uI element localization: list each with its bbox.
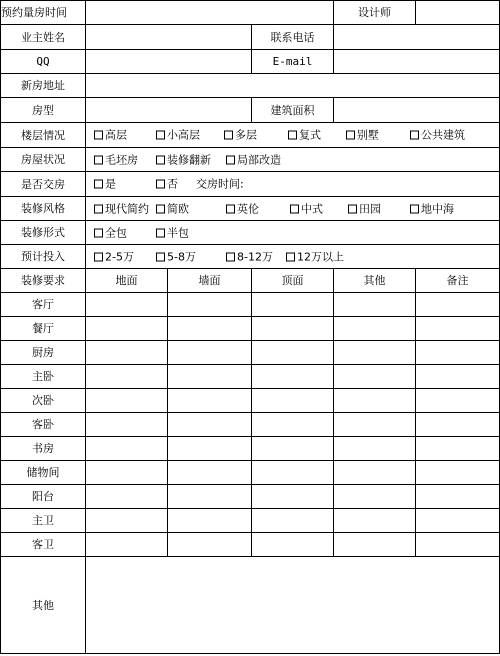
table-cell[interactable] bbox=[168, 317, 252, 341]
table-cell[interactable] bbox=[86, 389, 168, 413]
option-partial-remodel[interactable]: 局部改造 bbox=[226, 153, 281, 166]
option-multi-storey[interactable]: 多层 bbox=[224, 129, 257, 142]
table-row bbox=[1, 389, 500, 413]
house-status-label: 房屋状况 bbox=[1, 148, 86, 172]
email-field[interactable] bbox=[334, 50, 500, 74]
table-row bbox=[1, 461, 500, 485]
table-cell[interactable] bbox=[252, 341, 334, 365]
checkbox-icon bbox=[290, 204, 299, 213]
table-cell[interactable] bbox=[86, 509, 168, 533]
table-cell[interactable] bbox=[86, 485, 168, 509]
table-row bbox=[1, 317, 500, 341]
table-cell[interactable] bbox=[252, 437, 334, 461]
table-cell[interactable] bbox=[86, 365, 168, 389]
table-row bbox=[1, 413, 500, 437]
table-row bbox=[1, 293, 500, 317]
table-cell[interactable] bbox=[334, 389, 416, 413]
table-row bbox=[1, 341, 500, 365]
decoration-form-label: 装修形式 bbox=[1, 221, 86, 245]
table-cell[interactable] bbox=[168, 437, 252, 461]
checkbox-icon bbox=[226, 155, 235, 164]
table-cell[interactable] bbox=[334, 341, 416, 365]
table-cell[interactable] bbox=[168, 461, 252, 485]
room-label: 书房 bbox=[1, 437, 86, 461]
checkbox-icon bbox=[94, 228, 103, 237]
checkbox-icon bbox=[348, 204, 357, 213]
room-label: 阳台 bbox=[1, 485, 86, 509]
table-cell[interactable] bbox=[86, 437, 168, 461]
table-cell[interactable] bbox=[86, 317, 168, 341]
table-cell[interactable] bbox=[86, 533, 168, 557]
table-cell[interactable] bbox=[334, 485, 416, 509]
table-cell[interactable] bbox=[252, 365, 334, 389]
option-pastoral[interactable]: 田园 bbox=[348, 202, 381, 215]
checkbox-icon bbox=[226, 252, 235, 261]
room-label: 餐厅 bbox=[1, 317, 86, 341]
option-high-rise[interactable]: 高层 bbox=[94, 129, 127, 142]
table-cell[interactable] bbox=[416, 533, 500, 557]
room-label: 次卧 bbox=[1, 389, 86, 413]
table-cell[interactable] bbox=[252, 389, 334, 413]
column-header: 其他 bbox=[334, 269, 416, 293]
table-row bbox=[1, 437, 500, 461]
floor-area-label: 建筑面积 bbox=[252, 98, 334, 123]
checkbox-icon bbox=[156, 155, 165, 164]
email-label: E-mail bbox=[252, 50, 334, 74]
option-chinese[interactable]: 中式 bbox=[290, 202, 323, 215]
checkbox-icon bbox=[94, 180, 103, 189]
option-british[interactable]: 英伦 bbox=[226, 202, 259, 215]
table-cell[interactable] bbox=[334, 533, 416, 557]
checkbox-icon bbox=[346, 131, 355, 140]
table-cell[interactable] bbox=[334, 293, 416, 317]
checkbox-icon bbox=[156, 204, 165, 213]
appointment-time-label: 预约量房时间 bbox=[1, 1, 86, 25]
designer-field[interactable] bbox=[416, 1, 500, 25]
table-cell[interactable] bbox=[168, 413, 252, 437]
table-cell[interactable] bbox=[168, 341, 252, 365]
house-type-field[interactable] bbox=[86, 98, 252, 123]
checkbox-icon bbox=[156, 180, 165, 189]
table-cell[interactable] bbox=[86, 413, 168, 437]
table-cell[interactable] bbox=[252, 509, 334, 533]
table-cell[interactable] bbox=[168, 533, 252, 557]
option-yes[interactable]: 是 bbox=[94, 178, 116, 191]
owner-name-field[interactable] bbox=[86, 25, 252, 50]
table-row bbox=[1, 485, 500, 509]
checkbox-icon bbox=[156, 228, 165, 237]
requirements-header-row bbox=[1, 269, 500, 293]
table-row bbox=[1, 509, 500, 533]
option-budget-8-12[interactable]: 8-12万 bbox=[226, 250, 273, 263]
table-cell[interactable] bbox=[416, 437, 500, 461]
table-cell[interactable] bbox=[252, 485, 334, 509]
designer-label: 设计师 bbox=[334, 1, 416, 25]
option-renovation[interactable]: 装修翻新 bbox=[156, 153, 211, 166]
table-row bbox=[1, 365, 500, 389]
option-bare-shell[interactable]: 毛坯房 bbox=[94, 153, 138, 166]
table-cell[interactable] bbox=[334, 437, 416, 461]
option-public-building[interactable]: 公共建筑 bbox=[410, 129, 465, 142]
option-budget-2-5[interactable]: 2-5万 bbox=[94, 250, 134, 263]
table-cell[interactable] bbox=[252, 413, 334, 437]
checkbox-icon bbox=[94, 131, 103, 140]
table-cell[interactable] bbox=[252, 317, 334, 341]
checkbox-icon bbox=[288, 131, 297, 140]
table-cell[interactable] bbox=[416, 461, 500, 485]
table-cell[interactable] bbox=[334, 413, 416, 437]
new-address-label: 新房地址 bbox=[1, 74, 86, 98]
table-cell[interactable] bbox=[168, 509, 252, 533]
table-cell[interactable] bbox=[86, 341, 168, 365]
floor-area-field[interactable] bbox=[334, 98, 500, 123]
table-cell[interactable] bbox=[252, 293, 334, 317]
option-full-package[interactable]: 全包 bbox=[94, 226, 127, 239]
table-cell[interactable] bbox=[334, 509, 416, 533]
contact-phone-label: 联系电话 bbox=[252, 25, 334, 50]
table-cell[interactable] bbox=[252, 461, 334, 485]
new-address-field[interactable] bbox=[86, 74, 500, 98]
checkbox-icon bbox=[286, 252, 295, 261]
budget-label: 预计投入 bbox=[1, 245, 86, 269]
room-label: 厨房 bbox=[1, 341, 86, 365]
contact-phone-field[interactable] bbox=[334, 25, 500, 50]
room-label: 客卧 bbox=[1, 413, 86, 437]
budget-options bbox=[86, 245, 500, 269]
other-field[interactable] bbox=[86, 557, 500, 654]
decoration-style-options bbox=[86, 197, 500, 221]
table-cell[interactable] bbox=[168, 365, 252, 389]
option-modern-simple[interactable]: 现代简约 bbox=[94, 202, 149, 215]
option-half-package[interactable]: 半包 bbox=[156, 226, 189, 239]
table-cell[interactable] bbox=[416, 509, 500, 533]
table-cell[interactable] bbox=[86, 461, 168, 485]
option-mid-high-rise[interactable]: 小高层 bbox=[156, 129, 200, 142]
table-cell[interactable] bbox=[168, 389, 252, 413]
table-cell[interactable] bbox=[416, 317, 500, 341]
room-label: 主卧 bbox=[1, 365, 86, 389]
decoration-style-label: 装修风格 bbox=[1, 197, 86, 221]
handover-label: 是否交房 bbox=[1, 172, 86, 197]
handover-time-label: 交房时间: bbox=[196, 177, 244, 191]
option-budget-5-8[interactable]: 5-8万 bbox=[156, 250, 196, 263]
room-label: 客卫 bbox=[1, 533, 86, 557]
option-budget-12-plus[interactable]: 12万以上 bbox=[286, 250, 344, 263]
checkbox-icon bbox=[156, 252, 165, 261]
table-cell[interactable] bbox=[416, 365, 500, 389]
table-cell[interactable] bbox=[416, 413, 500, 437]
table-cell[interactable] bbox=[86, 293, 168, 317]
table-cell[interactable] bbox=[416, 293, 500, 317]
column-header: 地面 bbox=[86, 269, 168, 293]
table-cell[interactable] bbox=[168, 293, 252, 317]
table-cell[interactable] bbox=[416, 341, 500, 365]
checkbox-icon bbox=[410, 131, 419, 140]
qq-label: QQ bbox=[1, 50, 86, 74]
option-villa[interactable]: 别墅 bbox=[346, 129, 379, 142]
checkbox-icon bbox=[94, 204, 103, 213]
floor-situation-options bbox=[86, 123, 500, 148]
option-simple-european[interactable]: 简欧 bbox=[156, 202, 189, 215]
room-label: 储物间 bbox=[1, 461, 86, 485]
option-mediterranean[interactable]: 地中海 bbox=[410, 202, 454, 215]
house-type-label: 房型 bbox=[1, 98, 86, 123]
column-header: 墙面 bbox=[168, 269, 252, 293]
checkbox-icon bbox=[410, 204, 419, 213]
checkbox-icon bbox=[224, 131, 233, 140]
room-label: 主卫 bbox=[1, 509, 86, 533]
room-label: 客厅 bbox=[1, 293, 86, 317]
floor-situation-label: 楼层情况 bbox=[1, 123, 86, 148]
handover-options bbox=[86, 172, 500, 197]
table-cell[interactable] bbox=[334, 317, 416, 341]
decoration-form-options bbox=[86, 221, 500, 245]
checkbox-icon bbox=[226, 204, 235, 213]
column-header: 备注 bbox=[416, 269, 500, 293]
table-cell[interactable] bbox=[334, 461, 416, 485]
appointment-time-field[interactable] bbox=[86, 1, 334, 25]
checkbox-icon bbox=[156, 131, 165, 140]
checkbox-icon bbox=[94, 252, 103, 261]
owner-name-label: 业主姓名 bbox=[1, 25, 86, 50]
house-status-options bbox=[86, 148, 500, 172]
column-header: 装修要求 bbox=[1, 269, 86, 293]
qq-field[interactable] bbox=[86, 50, 252, 74]
column-header: 顶面 bbox=[252, 269, 334, 293]
table-cell[interactable] bbox=[168, 485, 252, 509]
option-no[interactable]: 否 bbox=[156, 178, 178, 191]
option-duplex[interactable]: 复式 bbox=[288, 129, 321, 142]
table-cell[interactable] bbox=[334, 365, 416, 389]
other-label: 其他 bbox=[1, 557, 86, 654]
table-cell[interactable] bbox=[252, 533, 334, 557]
checkbox-icon bbox=[94, 155, 103, 164]
table-cell[interactable] bbox=[416, 389, 500, 413]
table-row bbox=[1, 533, 500, 557]
table-cell[interactable] bbox=[416, 485, 500, 509]
